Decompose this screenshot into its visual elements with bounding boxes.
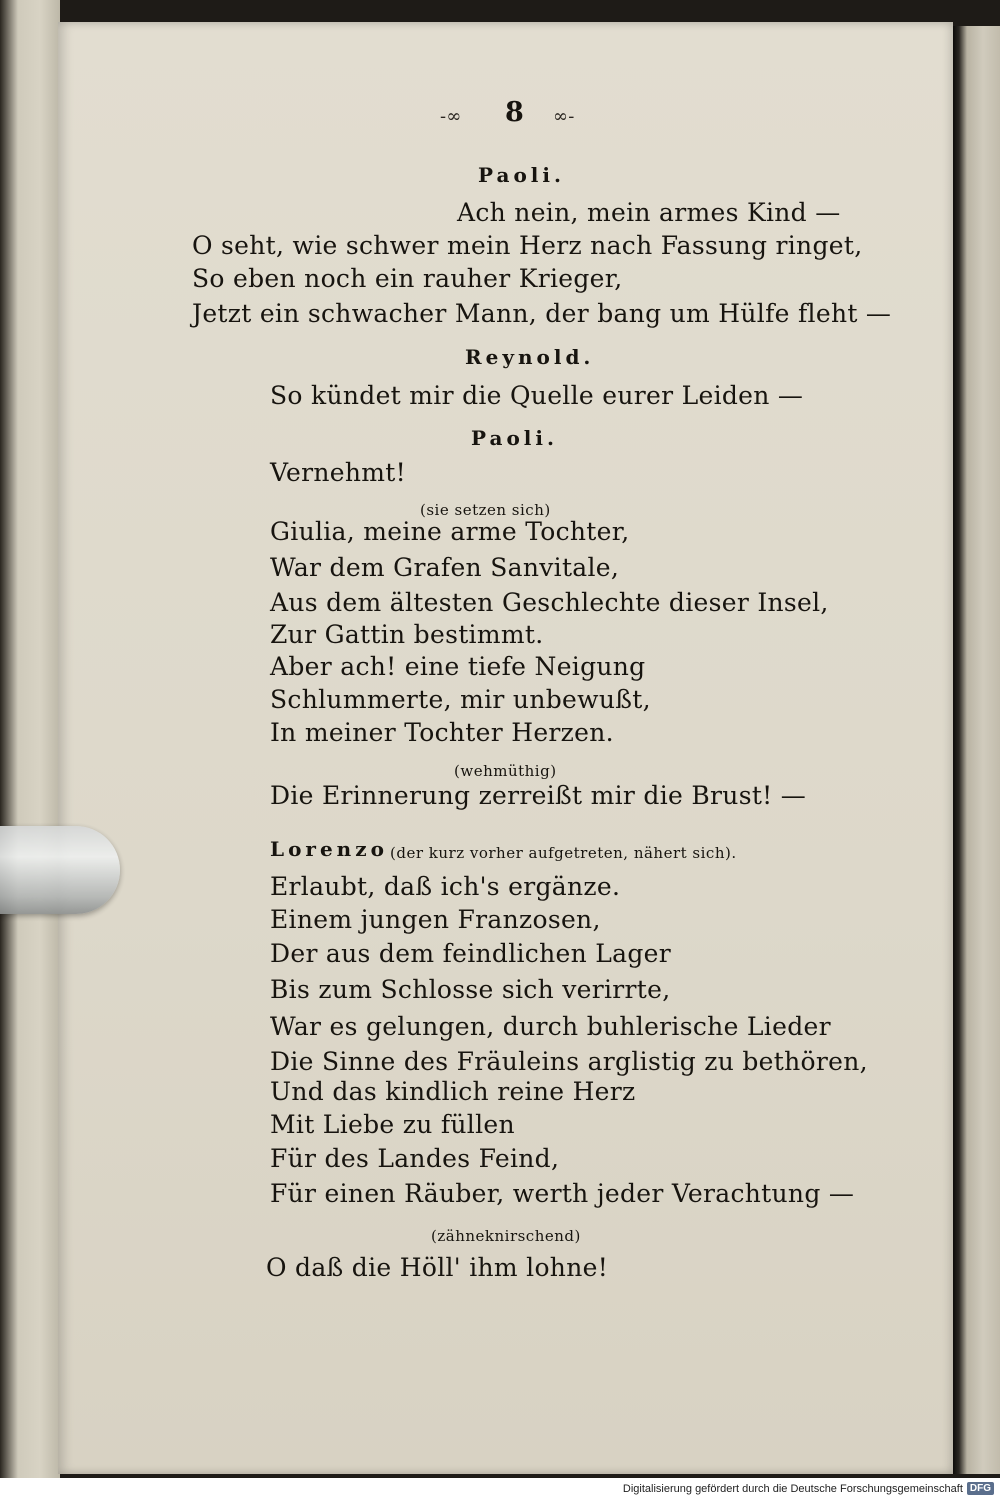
verse-line: Ach nein, mein armes Kind — [457,198,841,227]
verse-line: Aus dem ältesten Geschlechte dieser Insel, [270,588,829,617]
verse-line: So kündet mir die Quelle eurer Leiden — [270,381,804,410]
verse-line: Die Erinnerung zerreißt mir die Brust! — [270,781,807,810]
page-ornament-right: ∞- [553,106,575,127]
verse-line: Erlaubt, daß ich's ergänze. [270,872,621,901]
speaker-name: Lorenzo [270,837,388,861]
verse-line: Einem jungen Franzosen, [270,905,601,934]
speaker-name: Reynold. [465,345,595,369]
stage-direction: (wehmüthig) [454,762,557,780]
verse-line: Schlummerte, mir unbewußt, [270,685,651,714]
verse-line: Die Sinne des Fräuleins arglistig zu bethören, [270,1047,868,1076]
verse-line: Mit Liebe zu füllen [270,1110,515,1139]
verse-line: War dem Grafen Sanvitale, [270,553,620,582]
verse-line: Aber ach! eine tiefe Neigung [270,652,646,681]
verse-line: O daß die Höll' ihm lohne! [266,1253,609,1282]
stage-direction: (der kurz vorher aufgetreten, nähert sich). [390,844,737,862]
verse-line: War es gelungen, durch buhlerische Lieder [270,1012,831,1041]
verse-line: Bis zum Schlosse sich verirrte, [270,975,671,1004]
footer-bar [0,1478,1000,1499]
verse-line: Jetzt ein schwacher Mann, der bang um Hülfe fleht — [192,299,892,328]
verse-line: Giulia, meine arme Tochter, [270,517,630,546]
verse-line: So eben noch ein rauher Krieger, [192,264,623,293]
verse-line: In meiner Tochter Herzen. [270,718,614,747]
verse-line: Der aus dem feindlichen Lager [270,939,672,968]
speaker-name: Paoli. [471,426,558,450]
scanner-page-clip [0,826,120,914]
verse-line: Vernehmt! [270,458,407,487]
verse-line: O seht, wie schwer mein Herz nach Fassung ringet, [192,231,863,260]
verse-line: Und das kindlich reine Herz [270,1077,636,1106]
page-number: 8 [505,97,525,128]
speaker-name: Paoli. [478,163,565,187]
verse-line: Für einen Räuber, werth jeder Verachtung — [270,1179,855,1208]
verse-line: Für des Landes Feind, [270,1144,560,1173]
verse-line: Zur Gattin bestimmt. [270,620,544,649]
stage-direction: (sie setzen sich) [420,501,551,519]
page-ornament-left: -∞ [440,106,462,127]
footer-credit: Digitalisierung gefördert durch die Deutsche Forschungsgemeinschaft [622,1482,963,1495]
dfg-logo-icon: DFG [967,1482,994,1495]
stage-direction: (zähneknirschend) [431,1227,581,1245]
